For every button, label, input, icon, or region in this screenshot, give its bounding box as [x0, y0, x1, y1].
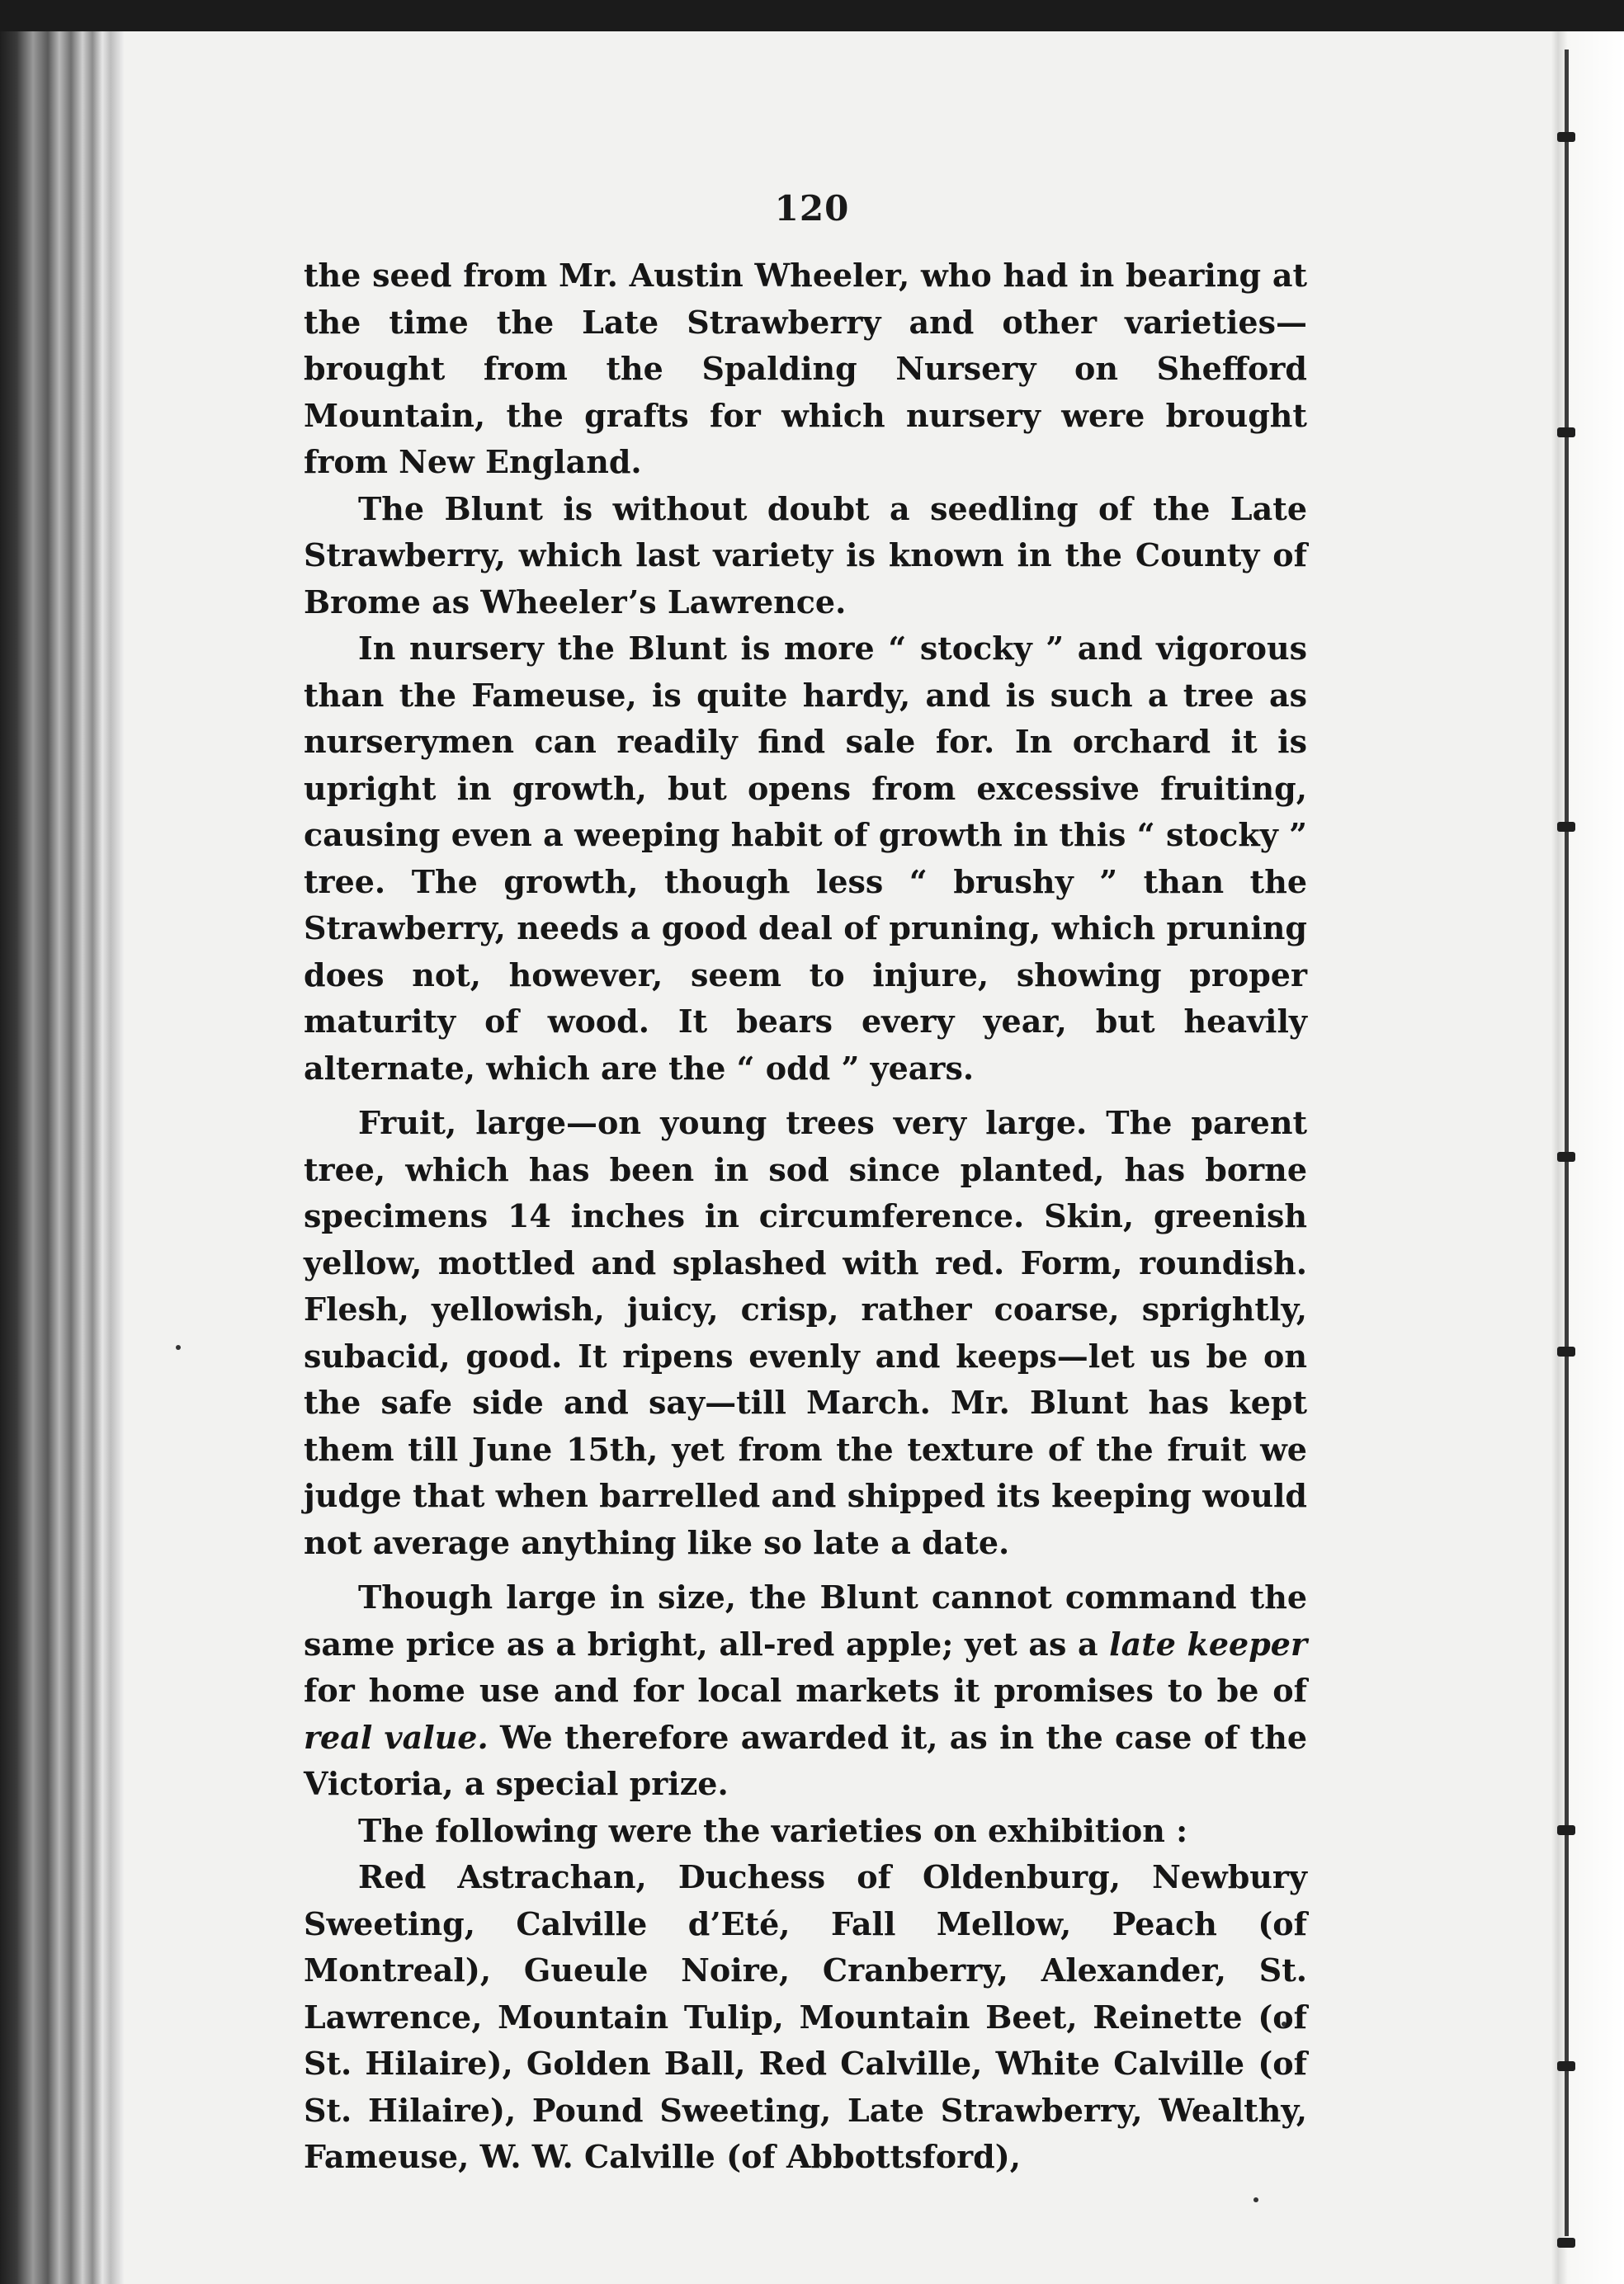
- binding-stitch: [1557, 2238, 1575, 2248]
- paragraph: In nursery the Blunt is more “ stocky ” and vigorous than the Fameuse, is quite hardy, and is such a tree as nurserymen can readily find sale for. In orchard it is upright in growth, but opens from excessive fruiting, causing even a weeping habit of growth in this “ stocky ” tree. The growth, though less “ brushy ” than the Strawberry, needs a good deal of pruning, which pruning does not, however, seem to injure, showing proper maturity of wood. It bears every year, but heavily alternate, which are the “ odd ” years.: [304, 630, 1307, 1087]
- paragraph: The Blunt is without doubt a seedling of the Late Strawberry, which last variety is known in the County of Brome as Wheeler’s Lawrence.: [304, 489, 1307, 621]
- ink-speck: [176, 1345, 181, 1350]
- binding-stitch: [1557, 132, 1575, 142]
- page-number: 120: [774, 188, 850, 229]
- text-run: We therefore awarded it, as in the case of the Victoria, a special prize.: [304, 1718, 1307, 1802]
- binding-stitch: [1557, 822, 1575, 832]
- scanner-background: [0, 0, 1624, 31]
- paragraph: [304, 1574, 1307, 1808]
- text-run: Though large in size, the Blunt cannot command the same price as a bright, all-red apple; yet as a: [304, 1579, 1307, 1663]
- book-gutter: [0, 31, 124, 2284]
- text-run: for home use and for local markets it promises to be of: [304, 1672, 1307, 1709]
- binding-stitch: [1557, 427, 1575, 437]
- binding-stitch: [1557, 1152, 1575, 1162]
- binding-stitch: [1557, 2061, 1575, 2071]
- ink-speck: [1253, 2197, 1258, 2202]
- paragraph: Red Astrachan, Duchess of Oldenburg, Newbury Sweeting, Calville d’Eté, Fall Mellow, Peach (of Montreal), Gueule Noire, Cranberry, Alexander, St. Lawrence, Mountain Tulip, Mountain Beet, Reinette (of St. Hilaire), Golden Ball, Red Calville, White Calville (of St. Hilaire), Pound Sweeting, Late Strawberry, Wealthy, Fameuse, W. W. Calville (of Abbottsford),: [304, 1858, 1307, 2175]
- paragraph: Fruit, large—on young trees very large. The parent tree, which has been in sod since planted, has borne specimens 14 inches in circumference. Skin, greenish yellow, mottled and splashed with red. Form, roundish. Flesh, yellowish, juicy, crisp, rather coarse, sprightly, subacid, good. It ripens evenly and keeps—let us be on the safe side and say—till March. Mr. Blunt has kept them till June 15th, yet from the texture of the fruit we judge that when barrelled and shipped its keeping would not average anything like so late a date.: [304, 1104, 1307, 1561]
- italic-phrase: real value.: [304, 1718, 489, 1756]
- paragraph: the seed from Mr. Austin Wheeler, who had in bearing at the time the Late Strawberry and other varieties—brought from the Spalding Nursery on Shefford Mountain, the grafts for which nursery were brought from New England.: [304, 257, 1307, 480]
- binding-stitch: [1557, 1825, 1575, 1835]
- binding-thread: [1565, 50, 1569, 2236]
- body-text: [304, 252, 1307, 2181]
- paragraph: The following were the varieties on exhibition :: [358, 1811, 1188, 1849]
- binding-stitch: [1557, 1347, 1575, 1357]
- italic-phrase: late keeper: [1109, 1625, 1307, 1663]
